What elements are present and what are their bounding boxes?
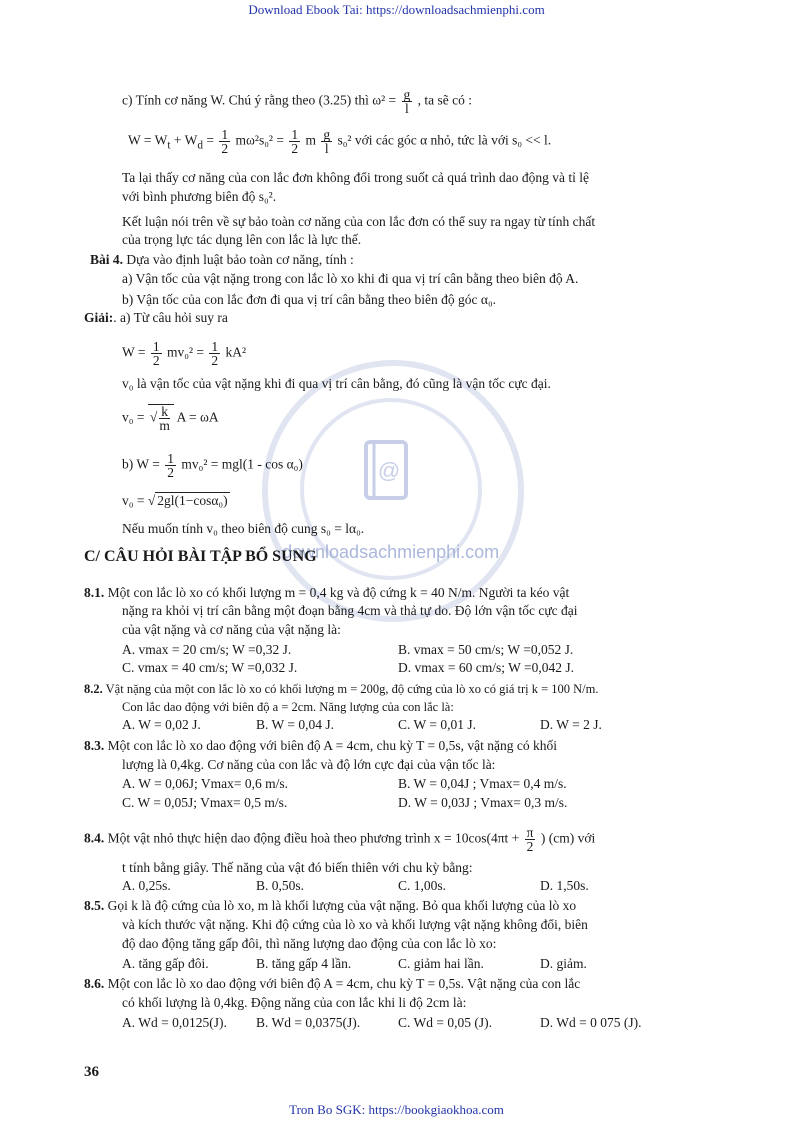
q83-line1: 8.3. Một con lắc lò xo dao động với biên độ A = 4cm, chu kỳ T = 0,5s, vật nặng có khối — [84, 738, 557, 753]
eq-v0: v₀ = √ $\frac{k}{m}$ A = ωA — [122, 404, 219, 433]
q83-option-a: A. W = 0,06J; Vmax= 0,6 m/s. — [122, 776, 288, 791]
g-over-l: $\frac{g}{l}$ — [403, 87, 411, 116]
q81-line1: 8.1. Một con lắc lò xo có khối lượng m = 0,4 kg và độ cứng k = 40 N/m. Người ta kéo vật — [84, 585, 570, 600]
q85-line3: độ dao động tăng gấp đôi, thì năng lượng dao động của con lắc lò xo: — [122, 936, 497, 951]
q85-line1: 8.5. Gọi k là độ cứng của lò xo, m là khối lượng của vật nặng. Bỏ qua khối lượng của lò xo — [84, 898, 577, 913]
q84-line2: t tính bằng giây. Thế năng của vật đó biến thiên với chu kỳ bằng: — [122, 860, 473, 875]
paragraph: Kết luận nói trên về sự bảo toàn cơ năng của con lắc đơn có thể suy ra ngay từ tính chất — [122, 214, 596, 229]
header-link[interactable]: Download Ebook Tai: https://downloadsachmienphi.com — [248, 2, 545, 17]
bai4-title: Bài 4. Dựa vào định luật bảo toàn cơ năng, tính : — [90, 252, 354, 267]
q86-option-c: C. Wd = 0,05 (J). — [398, 1015, 492, 1030]
watermark-text: downloadsachmienphi.com — [282, 542, 500, 562]
q85-option-b: B. tăng gấp 4 lần. — [256, 956, 352, 971]
q86-option-d: D. Wd = 0 075 (J). — [540, 1015, 642, 1030]
q82-option-a: A. W = 0,02 J. — [122, 717, 201, 732]
svg-text:@: @ — [377, 458, 401, 483]
q85-option-d: D. giảm. — [540, 956, 587, 971]
q81-line2: nặng ra khỏi vị trí cân bằng một đoạn bằng 4cm và thả tự do. Độ lớn vận tốc cực đại — [122, 603, 578, 618]
final-note: Nếu muốn tính v₀ theo biên độ cung s₀ = lα₀. — [122, 521, 365, 536]
q84-option-d: D. 1,50s. — [540, 878, 589, 893]
energy-equation: $W = W_t + W_d$ = $\frac{1}{2}$ mω²s₀² = $\frac{1}{2}$ m $\frac{g}{l}$ s₀² với các góc α nhỏ, tức là với s₀ << l. — [128, 127, 552, 156]
q84-line1: 8.4. Một vật nhỏ thực hiện dao động điều hoà theo phương trình x = 10cos(4πt + $\frac{\pi}{2}$ ) (cm) với — [84, 825, 596, 854]
section-title: C/ CÂU HỎI BÀI TẬP BỔ SUNG — [84, 548, 317, 565]
q82-option-c: C. W = 0,01 J. — [398, 717, 477, 732]
q81-option-c: C. vmax = 40 cm/s; W =0,032 J. — [122, 660, 298, 675]
q86-option-b: B. Wd = 0,0375(J). — [256, 1015, 361, 1030]
q86-option-a: A. Wd = 0,0125(J). — [122, 1015, 227, 1030]
eq-spring-energy: W = $\frac{1}{2}$ mv₀² = $\frac{1}{2}$ kA² — [122, 339, 247, 368]
footer-link[interactable]: Tron Bo SGK: https://bookgiaokhoa.com — [289, 1102, 504, 1117]
q83-option-b: B. W = 0,04J ; Vmax= 0,4 m/s. — [398, 776, 567, 791]
q86-line2: có khối lượng là 0,4kg. Động năng của con lắc khi li độ 2cm là: — [122, 995, 467, 1010]
eq-pendulum-energy: b) W = $\frac{1}{2}$ mv₀² = mgl(1 - cos α₀) — [122, 451, 303, 480]
q81-option-a: A. vmax = 20 cm/s; W =0,32 J. — [122, 642, 292, 657]
page-number: 36 — [84, 1064, 99, 1080]
q83-option-d: D. W = 0,03J ; Vmax= 0,3 m/s. — [398, 795, 568, 810]
giai-label: Giải:. a) Từ câu hỏi suy ra — [84, 310, 228, 325]
q86-line1: 8.6. Một con lắc lò xo dao động với biên độ A = 4cm, chu kỳ T = 0,5s. Vật nặng của con lắc — [84, 976, 581, 991]
paragraph: của trọng lực tác dụng lên con lắc là lực thế. — [122, 232, 362, 247]
q84-option-c: C. 1,00s. — [398, 878, 447, 893]
eq-pendulum-v0: v₀ = √ 2gl(1−cosα₀) — [122, 493, 228, 508]
q83-option-c: C. W = 0,05J; Vmax= 0,5 m/s. — [122, 795, 288, 810]
q82-line2: Con lắc dao động với biên độ a = 2cm. Năng lượng của con lắc là: — [122, 700, 454, 714]
q84-option-a: A. 0,25s. — [122, 878, 171, 893]
q82-line1: 8.2. Vật nặng của một con lắc lò xo có khối lượng m = 200g, độ cứng của lò xo có giá trị k = 100 N/m. — [84, 682, 599, 696]
q81-option-d: D. vmax = 60 cm/s; W =0,042 J. — [398, 660, 574, 675]
paragraph: với bình phương biên độ s₀². — [122, 189, 277, 204]
q83-line2: lượng là 0,4kg. Cơ năng của con lắc và độ lớn cực đại của vận tốc là: — [122, 757, 496, 772]
bai4-b: b) Vận tốc của con lắc đơn đi qua vị trí cân bằng theo biên độ góc α₀. — [122, 292, 497, 307]
q81-line3: của vật nặng và cơ năng của vật nặng là: — [122, 622, 341, 637]
q85-option-a: A. tăng gấp đôi. — [122, 956, 209, 971]
q81-option-b: B. vmax = 50 cm/s; W =0,052 J. — [398, 642, 574, 657]
book-icon — [362, 440, 410, 500]
paragraph: Ta lại thấy cơ năng của con lắc đơn không đổi trong suốt cả quá trình dao động và tỉ lệ — [122, 170, 589, 185]
v0-note: v₀ là vận tốc của vật nặng khi đi qua vị trí cân bằng, đó cũng là vận tốc cực đại. — [122, 376, 551, 391]
q82-option-d: D. W = 2 J. — [540, 717, 602, 732]
q85-line2: và kích thước vật nặng. Khi độ cứng của lò xo và khối lượng vật nặng không đổi, biên — [122, 917, 588, 932]
part-c-intro: c) Tính cơ năng W. Chú ý rằng theo (3.25) thì ω² = $\frac{g}{l}$ , ta sẽ có : — [122, 87, 473, 116]
q85-option-c: C. giảm hai lần. — [398, 956, 484, 971]
bai4-a: a) Vận tốc của vật nặng trong con lắc lò xo khi đi qua vị trí cân bằng theo biên độ A. — [122, 271, 579, 286]
q84-option-b: B. 0,50s. — [256, 878, 305, 893]
q82-option-b: B. W = 0,04 J. — [256, 717, 335, 732]
